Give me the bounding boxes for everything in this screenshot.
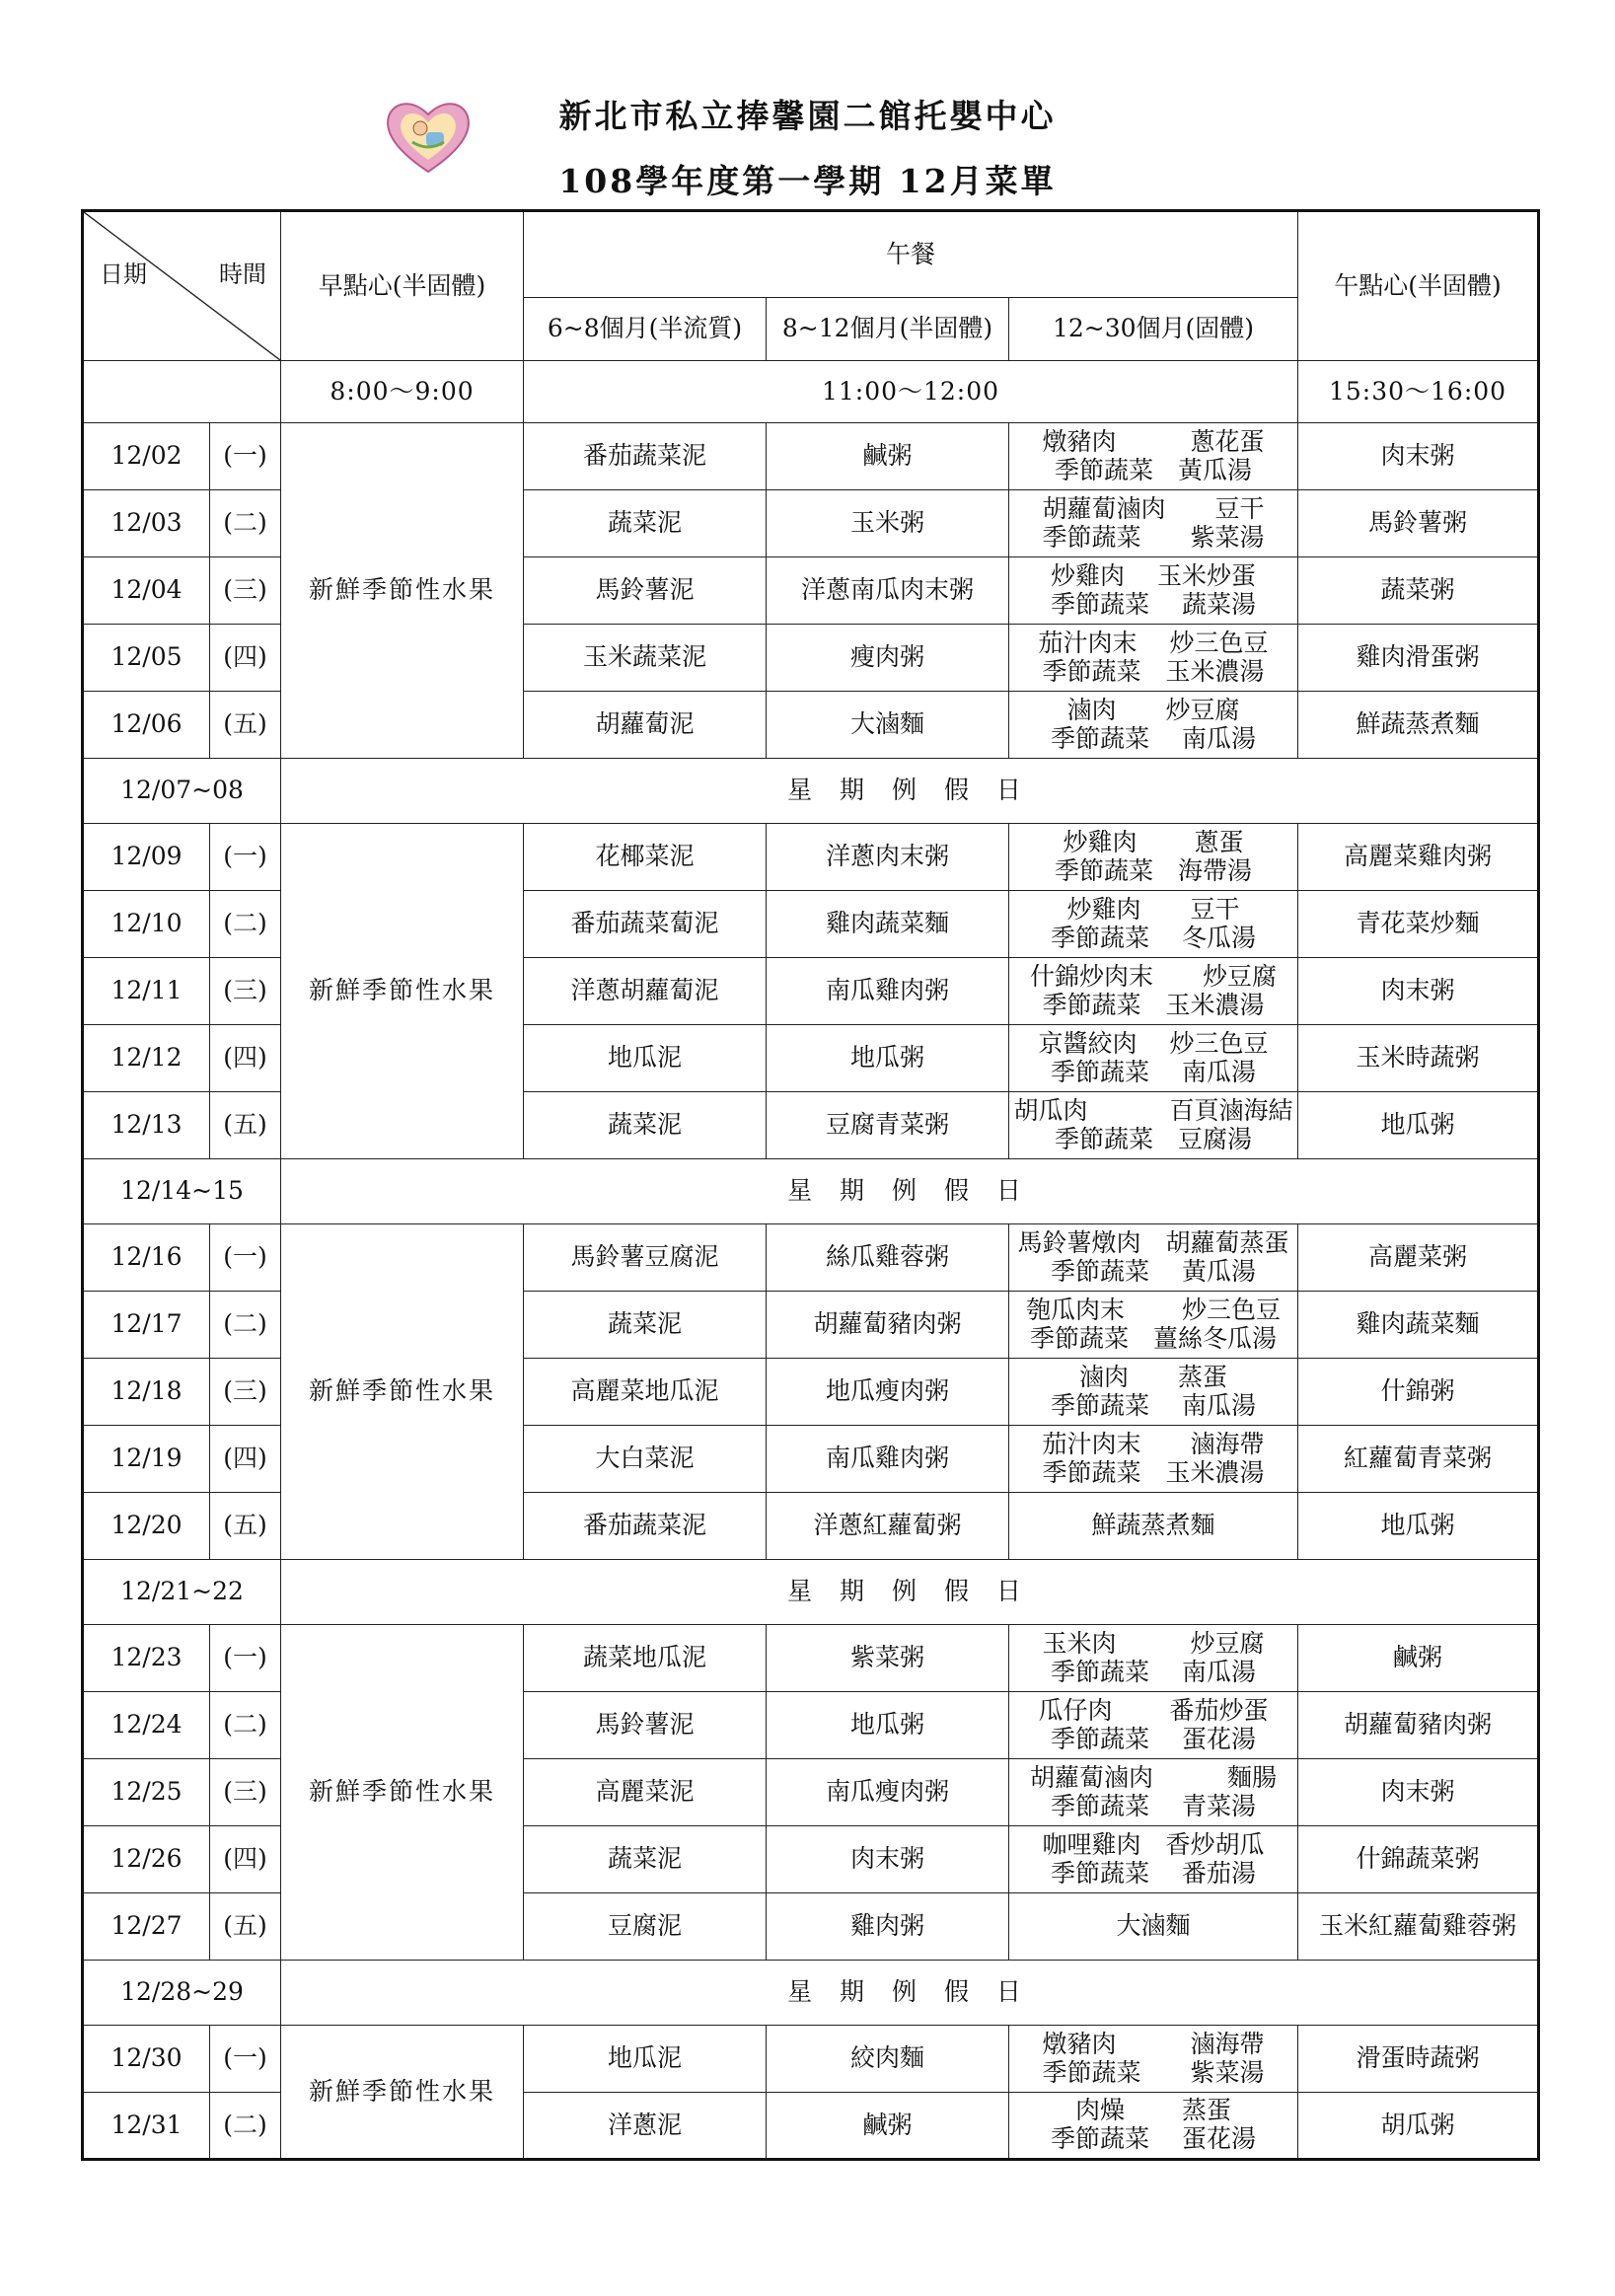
afternoon-snack-cell: 肉末粥 [1298,1759,1539,1826]
afternoon-snack-cell: 馬鈴薯粥 [1298,490,1539,557]
lunch-8-12-cell: 玉米粥 [767,490,1009,557]
weekday-cell: (一) [210,423,281,490]
lunch-12-30-header: 12~30個月(固體) [1009,298,1298,361]
lunch-12-30-main: 肉燥 蒸蛋 [1075,2096,1231,2125]
lunch-12-30-side: 季節蔬菜 冬瓜湯 [1051,923,1256,952]
afternoon-snack-cell: 青花菜炒麵 [1298,891,1539,958]
lunch-12-30-main: 瓜仔肉 番茄炒蛋 [1038,1695,1269,1725]
lunch-12-30-cell [1009,1426,1298,1493]
weekday-cell: (一) [210,2026,281,2093]
afternoon-snack-cell: 地瓜粥 [1298,1092,1539,1159]
lunch-12-30-main: 胡蘿蔔滷肉 麵腸 [1030,1762,1278,1792]
day-row [83,1625,1539,1692]
weekday-cell: (五) [210,1893,281,1961]
afternoon-snack-cell: 鹹粥 [1298,1625,1539,1692]
lunch-8-12-cell: 大滷麵 [767,692,1009,759]
lunch-8-12-cell: 絞肉麵 [767,2026,1009,2093]
lunch-6-8-cell: 豆腐泥 [524,1893,767,1961]
lunch-8-12-cell: 洋蔥肉末粥 [767,824,1009,891]
lunch-12-30-main: 燉豬肉 滷海帶 [1042,2029,1265,2058]
weekday-cell: (四) [210,1426,281,1493]
page-title: 新北市私立捧馨園二館托嬰中心 [558,97,1057,135]
lunch-12-30-main: 茄汁肉末 滷海帶 [1042,1429,1265,1458]
lunch-6-8-cell: 番茄蔬菜蔔泥 [524,891,767,958]
afternoon-snack-cell: 胡瓜粥 [1298,2093,1539,2160]
weekday-cell: (一) [210,1224,281,1292]
lunch-6-8-cell: 番茄蔬菜泥 [524,423,767,490]
lunch-12-30-side: 季節蔬菜 玉米濃湯 [1042,1457,1265,1487]
menu-table [81,209,1540,2161]
lunch-8-12-cell: 洋蔥紅蘿蔔粥 [767,1493,1009,1560]
lunch-6-8-cell: 洋蔥泥 [524,2093,767,2160]
lunch-12-30-cell [1009,891,1298,958]
lunch-12-30-main: 鮮蔬蒸煮麵 [1091,1511,1215,1540]
lunch-8-12-cell: 絲瓜雞蓉粥 [767,1224,1009,1292]
date-cell: 12/31 [83,2093,210,2160]
lunch-6-8-cell: 大白菜泥 [524,1426,767,1493]
afternoon-snack-cell: 玉米時蔬粥 [1298,1025,1539,1092]
lunch-12-30-cell [1009,1692,1298,1759]
lunch-8-12-cell: 瘦肉粥 [767,625,1009,692]
date-cell: 12/24 [83,1692,210,1759]
date-cell: 12/26 [83,1826,210,1893]
afternoon-snack-cell: 肉末粥 [1298,958,1539,1025]
page-subtitle: 108學年度第一學期 12月菜單 [558,162,1057,200]
lunch-12-30-cell [1009,1359,1298,1426]
lunch-6-8-cell: 胡蘿蔔泥 [524,692,767,759]
afternoon-snack-header: 午點心(半固體) [1298,211,1539,361]
lunch-8-12-cell: 南瓜瘦肉粥 [767,1759,1009,1826]
lunch-6-8-cell: 蔬菜泥 [524,1092,767,1159]
weekday-cell: (五) [210,1092,281,1159]
lunch-12-30-cell [1009,1826,1298,1893]
afternoon-snack-cell: 滑蛋時蔬粥 [1298,2026,1539,2093]
lunch-12-30-cell [1009,1092,1298,1159]
weekday-cell: (二) [210,2093,281,2160]
afternoon-snack-cell: 玉米紅蘿蔔雞蓉粥 [1298,1893,1539,1961]
lunch-6-8-cell: 蔬菜泥 [524,490,767,557]
afternoon-snack-cell: 高麗菜雞肉粥 [1298,824,1539,891]
lunch-12-30-cell [1009,958,1298,1025]
holiday-date: 12/21~22 [83,1560,281,1625]
lunch-12-30-cell [1009,1224,1298,1292]
corner-header [83,211,281,361]
lunch-6-8-cell: 玉米蔬菜泥 [524,625,767,692]
holiday-date: 12/07~08 [83,759,281,824]
lunch-8-12-cell: 南瓜雞肉粥 [767,1426,1009,1493]
date-cell: 12/30 [83,2026,210,2093]
date-cell: 12/11 [83,958,210,1025]
corner-time-label: 時間 [219,260,266,289]
weekday-cell: (二) [210,1292,281,1359]
lunch-8-12-cell: 地瓜粥 [767,1692,1009,1759]
lunch-12-30-side: 季節蔬菜 南瓜湯 [1051,1057,1256,1086]
lunch-12-30-main: 滷肉 蒸蛋 [1079,1362,1228,1391]
lunch-12-30-side: 季節蔬菜 紫菜湯 [1042,2057,1265,2087]
date-cell: 12/17 [83,1292,210,1359]
holiday-label: 星 期 例 假 日 [281,759,1539,824]
lunch-12-30-main: 什錦炒肉末 炒豆腐 [1030,961,1278,991]
holiday-date: 12/14~15 [83,1159,281,1224]
lunch-8-12-cell: 鹹粥 [767,2093,1009,2160]
lunch-12-30-cell [1009,1893,1298,1961]
lunch-6-8-cell: 馬鈴薯泥 [524,1692,767,1759]
lunch-12-30-side: 季節蔬菜 海帶湯 [1055,855,1253,885]
holiday-label: 星 期 例 假 日 [281,1560,1539,1625]
lunch-12-30-main: 炒雞肉 蔥蛋 [1063,827,1244,856]
afternoon-snack-cell: 胡蘿蔔豬肉粥 [1298,1692,1539,1759]
lunch-12-30-cell [1009,1493,1298,1560]
weekday-cell: (三) [210,958,281,1025]
lunch-12-30-main: 馬鈴薯燉肉 胡蘿蔔蒸蛋 [1017,1227,1289,1257]
lunch-8-12-cell: 南瓜雞肉粥 [767,958,1009,1025]
lunch-6-8-cell: 馬鈴薯豆腐泥 [524,1224,767,1292]
lunch-12-30-main: 炒雞肉 豆干 [1066,894,1240,924]
afternoon-snack-cell: 高麗菜粥 [1298,1224,1539,1292]
date-cell: 12/25 [83,1759,210,1826]
lunch-8-12-cell: 地瓜瘦肉粥 [767,1359,1009,1426]
morning-snack-cell: 新鮮季節性水果 [281,1625,524,1961]
day-row [83,423,1539,490]
afternoon-snack-cell: 紅蘿蔔青菜粥 [1298,1426,1539,1493]
weekday-cell: (二) [210,490,281,557]
lunch-12-30-main: 玉米肉 炒豆腐 [1042,1628,1265,1658]
date-cell: 12/03 [83,490,210,557]
lunch-12-30-main: 大滷麵 [1116,1911,1191,1941]
weekday-cell: (四) [210,1826,281,1893]
lunch-12-30-cell [1009,692,1298,759]
lunch-12-30-cell [1009,625,1298,692]
lunch-12-30-side: 季節蔬菜 蔬菜湯 [1051,589,1256,619]
lunch-6-8-cell: 地瓜泥 [524,1025,767,1092]
afternoon-snack-cell: 鮮蔬蒸煮麵 [1298,692,1539,759]
lunch-12-30-side: 季節蔬菜 南瓜湯 [1051,1657,1256,1686]
lunch-header: 午餐 [524,211,1298,298]
lunch-6-8-cell: 蔬菜泥 [524,1292,767,1359]
holiday-label: 星 期 例 假 日 [281,1961,1539,2026]
date-cell: 12/13 [83,1092,210,1159]
morning-time: 8:00～9:00 [281,361,524,423]
date-cell: 12/18 [83,1359,210,1426]
weekday-cell: (五) [210,692,281,759]
lunch-6-8-cell: 花椰菜泥 [524,824,767,891]
day-row [83,1224,1539,1292]
lunch-12-30-cell [1009,1625,1298,1692]
date-cell: 12/09 [83,824,210,891]
lunch-8-12-cell: 紫菜粥 [767,1625,1009,1692]
holiday-row [83,1159,1539,1224]
lunch-6-8-cell: 蔬菜地瓜泥 [524,1625,767,1692]
lunch-6-8-cell: 地瓜泥 [524,2026,767,2093]
lunch-time: 11:00～12:00 [524,361,1298,423]
lunch-6-8-cell: 蔬菜泥 [524,1826,767,1893]
afternoon-snack-cell: 什錦粥 [1298,1359,1539,1426]
lunch-12-30-main: 匏瓜肉末 炒三色豆 [1026,1295,1281,1324]
lunch-8-12-cell: 雞肉粥 [767,1893,1009,1961]
date-cell: 12/27 [83,1893,210,1961]
lunch-12-30-side: 季節蔬菜 蛋花湯 [1051,1724,1256,1753]
lunch-12-30-main: 炒雞肉 玉米炒蛋 [1051,560,1256,590]
lunch-6-8-cell: 高麗菜泥 [524,1759,767,1826]
corner-date-label: 日期 [100,260,147,289]
lunch-12-30-side: 季節蔬菜 南瓜湯 [1051,723,1256,753]
lunch-12-30-cell [1009,423,1298,490]
lunch-8-12-cell: 雞肉蔬菜麵 [767,891,1009,958]
holiday-row [83,1560,1539,1625]
lunch-12-30-cell [1009,1759,1298,1826]
lunch-8-12-cell: 地瓜粥 [767,1025,1009,1092]
holiday-label: 星 期 例 假 日 [281,1159,1539,1224]
lunch-8-12-cell: 鹹粥 [767,423,1009,490]
lunch-12-30-main: 胡瓜肉 百頁滷海結 [1013,1095,1293,1125]
afternoon-snack-cell: 什錦蔬菜粥 [1298,1826,1539,1893]
lunch-12-30-side: 季節蔬菜 玉米濃湯 [1042,656,1265,686]
weekday-cell: (一) [210,824,281,891]
afternoon-time: 15:30～16:00 [1298,361,1539,423]
afternoon-snack-cell: 雞肉滑蛋粥 [1298,625,1539,692]
lunch-12-30-main: 茄汁肉末 炒三色豆 [1038,628,1269,657]
lunch-12-30-main: 滷肉 炒豆腐 [1066,695,1240,724]
date-cell: 12/12 [83,1025,210,1092]
date-cell: 12/02 [83,423,210,490]
lunch-12-30-side: 季節蔬菜 紫菜湯 [1042,522,1265,552]
lunch-6-8-cell: 洋蔥胡蘿蔔泥 [524,958,767,1025]
holiday-row [83,759,1539,824]
weekday-cell: (五) [210,1493,281,1560]
lunch-6-8-cell: 番茄蔬菜泥 [524,1493,767,1560]
lunch-12-30-side: 季節蔬菜 番茄湯 [1051,1858,1256,1888]
afternoon-snack-cell: 肉末粥 [1298,423,1539,490]
lunch-6-8-header: 6~8個月(半流質) [524,298,767,361]
lunch-12-30-cell [1009,557,1298,625]
lunch-12-30-main: 咖哩雞肉 香炒胡瓜 [1042,1829,1265,1859]
lunch-6-8-cell: 馬鈴薯泥 [524,557,767,625]
lunch-12-30-cell [1009,490,1298,557]
weekday-cell: (三) [210,1359,281,1426]
lunch-12-30-side: 季節蔬菜 玉米濃湯 [1042,990,1265,1019]
morning-snack-header: 早點心(半固體) [281,211,524,361]
lunch-12-30-side: 季節蔬菜 黃瓜湯 [1051,1256,1256,1286]
lunch-8-12-cell: 胡蘿蔔豬肉粥 [767,1292,1009,1359]
lunch-12-30-main: 燉豬肉 蔥花蛋 [1042,426,1265,456]
lunch-12-30-side: 季節蔬菜 黃瓜湯 [1055,455,1253,484]
weekday-cell: (一) [210,1625,281,1692]
lunch-8-12-cell: 豆腐青菜粥 [767,1092,1009,1159]
lunch-6-8-cell: 高麗菜地瓜泥 [524,1359,767,1426]
weekday-cell: (二) [210,1692,281,1759]
date-cell: 12/20 [83,1493,210,1560]
lunch-12-30-cell [1009,2093,1298,2160]
holiday-date: 12/28~29 [83,1961,281,2026]
lunch-12-30-main: 京醬絞肉 炒三色豆 [1038,1028,1269,1058]
morning-snack-cell: 新鮮季節性水果 [281,1224,524,1560]
afternoon-snack-cell: 雞肉蔬菜麵 [1298,1292,1539,1359]
lunch-12-30-side: 季節蔬菜 豆腐湯 [1055,1124,1253,1153]
lunch-12-30-cell [1009,1292,1298,1359]
day-row [83,2026,1539,2093]
date-cell: 12/05 [83,625,210,692]
weekday-cell: (二) [210,891,281,958]
weekday-cell: (三) [210,557,281,625]
date-cell: 12/19 [83,1426,210,1493]
morning-snack-cell: 新鮮季節性水果 [281,2026,524,2160]
lunch-12-30-cell [1009,824,1298,891]
morning-snack-cell: 新鮮季節性水果 [281,423,524,759]
holiday-row [83,1961,1539,2026]
lunch-12-30-cell [1009,2026,1298,2093]
weekday-cell: (四) [210,1025,281,1092]
lunch-12-30-side: 季節蔬菜 蛋花湯 [1051,2124,1256,2153]
lunch-8-12-cell: 洋蔥南瓜肉末粥 [767,557,1009,625]
date-cell: 12/23 [83,1625,210,1692]
lunch-12-30-side: 季節蔬菜 薑絲冬瓜湯 [1030,1323,1278,1353]
afternoon-snack-cell: 地瓜粥 [1298,1493,1539,1560]
date-cell: 12/10 [83,891,210,958]
lunch-8-12-header: 8~12個月(半固體) [767,298,1009,361]
lunch-12-30-main: 胡蘿蔔滷肉 豆干 [1042,493,1265,523]
lunch-12-30-side: 季節蔬菜 青菜湯 [1051,1791,1256,1820]
date-cell: 12/06 [83,692,210,759]
weekday-cell: (四) [210,625,281,692]
date-cell: 12/04 [83,557,210,625]
lunch-12-30-cell [1009,1025,1298,1092]
lunch-8-12-cell: 肉末粥 [767,1826,1009,1893]
date-cell: 12/16 [83,1224,210,1292]
weekday-cell: (三) [210,1759,281,1826]
lunch-12-30-side: 季節蔬菜 南瓜湯 [1051,1390,1256,1420]
morning-snack-cell: 新鮮季節性水果 [281,824,524,1159]
day-row [83,824,1539,891]
afternoon-snack-cell: 蔬菜粥 [1298,557,1539,625]
time-row-blank [83,361,281,423]
